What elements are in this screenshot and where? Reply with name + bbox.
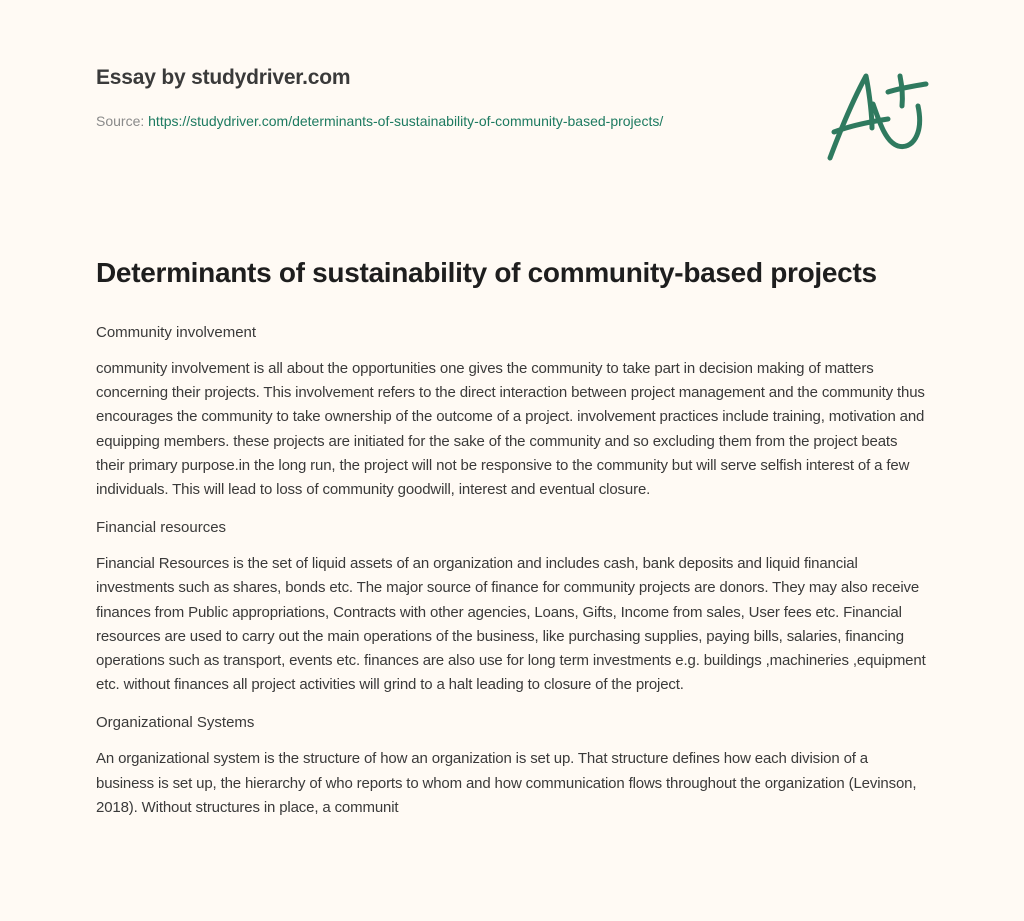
source-label: Source: bbox=[96, 113, 149, 129]
section-financial-resources bbox=[96, 516, 928, 697]
section-heading: Financial resources bbox=[96, 519, 227, 537]
source-link[interactable]: https://studydriver.com/determinants-of-sustainability-of-community-based-projects/ bbox=[148, 113, 664, 129]
section-paragraph: community involvement is all about the opportunities one gives the community to take part in decision making of matters concerning their projects. This involvement refers to the direct interaction between project management and the community thus encourages the community to take ownership of the outcome of a project. involvement practices include training, motivation and equipping members. these projects are initiated for the sake of the community and so excluding them from the project beats their primary purpose.in the long run, the project will not be responsive to the community but will serve selfish interest of a few individuals. This will lead to loss of community goodwill, interest and eventual closure. bbox=[96, 360, 925, 499]
section-heading: Organizational Systems bbox=[96, 714, 255, 732]
section-organizational-systems bbox=[96, 711, 928, 820]
section-community-involvement bbox=[96, 321, 928, 502]
site-title: Essay by studydriver.com bbox=[96, 66, 351, 89]
document-title: Determinants of sustainability of community-based projects bbox=[96, 257, 877, 288]
section-paragraph: An organizational system is the structure of how an organization is set up. That structure defines how each division of a business is set up, the hierarchy of who reports to whom and how communication flows throughout the organization (Levinson, 2018). Without structures in place, a communit bbox=[96, 750, 917, 816]
a-plus-logo-icon bbox=[820, 66, 930, 166]
source-line bbox=[96, 110, 736, 133]
document-content bbox=[96, 255, 928, 834]
section-paragraph: Financial Resources is the set of liquid assets of an organization and includes cash, bank deposits and liquid financial investments such as shares, bonds etc. The major source of finance for community projects are donors. They may also receive finances from Public appropriations, Contracts with other agencies, Loans, Gifts, Income from sales, User fees etc. Financial resources are used to carry out the main operations of the business, like purchasing supplies, paying bills, salaries, financing operations such as transport, events etc. finances are also use for long term investments e.g. buildings ,machineries ,equipment etc. without finances all project activities will grind to a halt leading to closure of the project. bbox=[96, 555, 926, 694]
page-header bbox=[96, 64, 736, 133]
section-heading: Community involvement bbox=[96, 324, 257, 341]
